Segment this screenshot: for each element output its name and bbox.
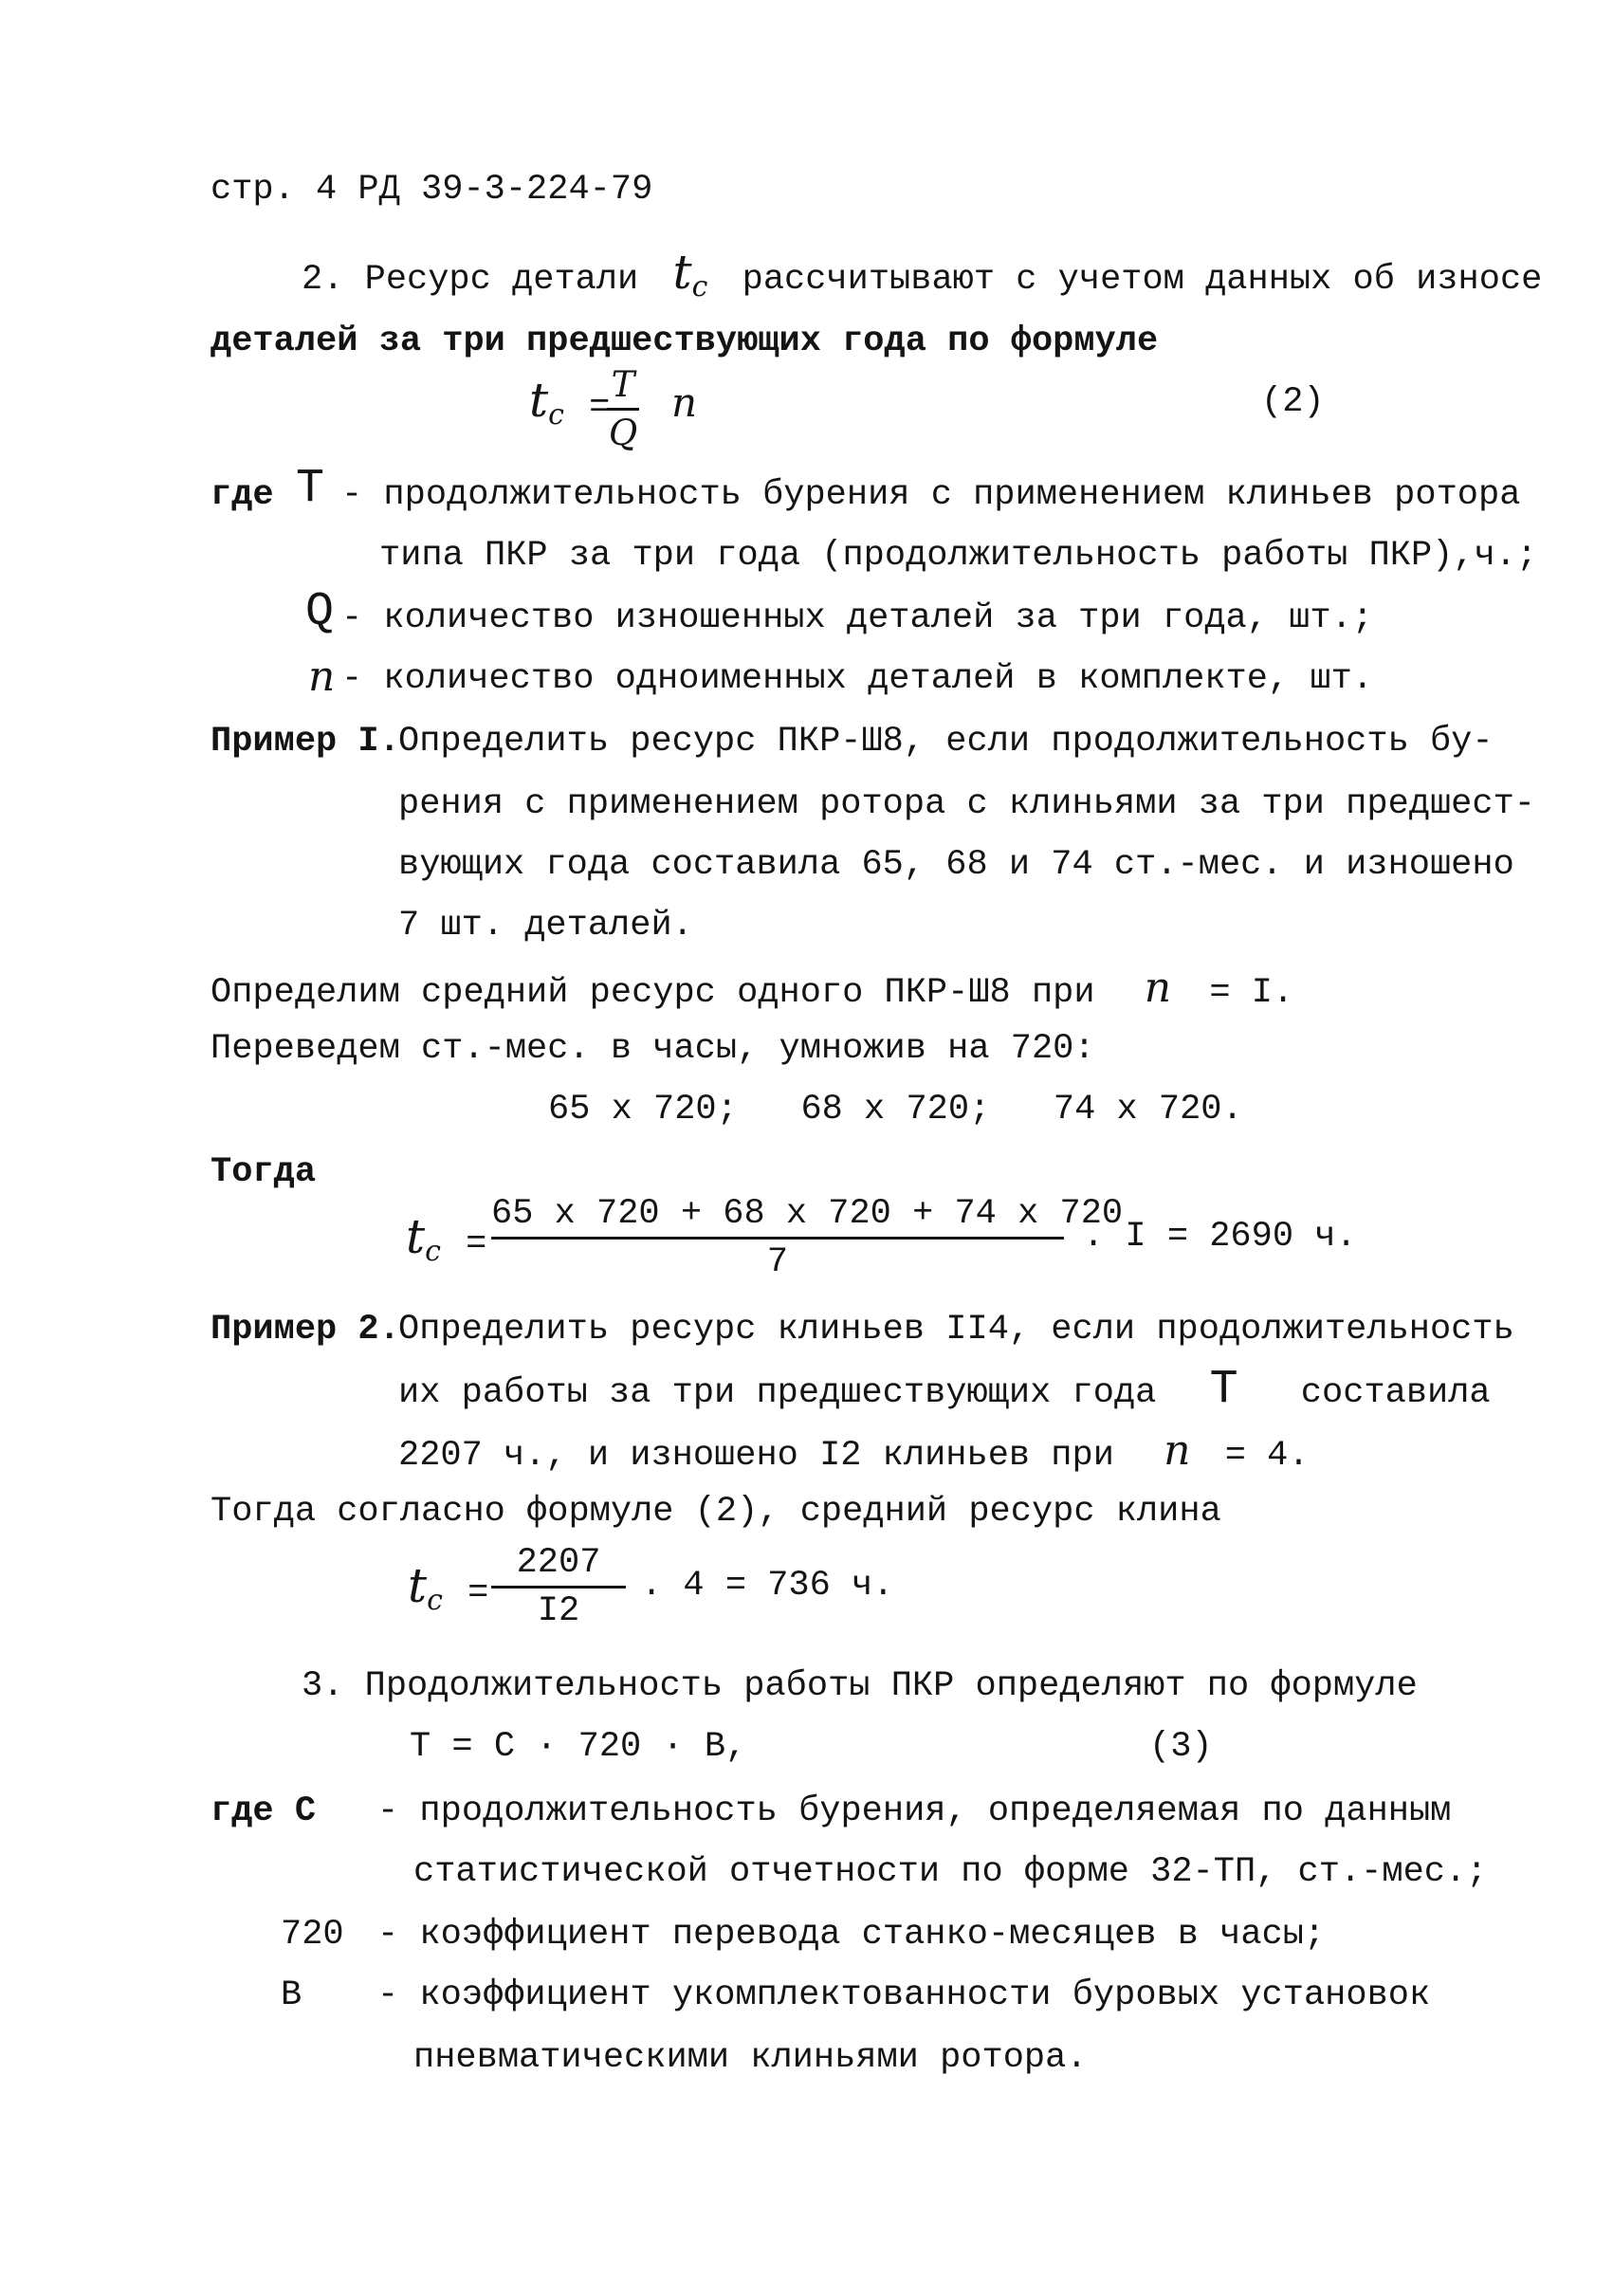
example2-line3-end: = 4. — [1224, 1436, 1310, 1476]
example2-line2-start: их работы за три предшествующих года — [398, 1373, 1157, 1413]
def-Q-desc: - количество изношенных деталей за три года, шт.; — [341, 598, 1373, 638]
symbol-t-subscript: c — [691, 270, 708, 303]
def-b-desc2: пневматическими клиньями ротора. — [413, 2038, 1088, 2078]
example2-fraction — [491, 1542, 626, 1632]
example1-line3: вующих года составила 65, 68 и 74 ст.-мес. и изношено — [398, 845, 1514, 885]
example1-result: . I = 2690 ч. — [1083, 1217, 1357, 1257]
example1-line6: Переведем ст.-мес. в часы, умножив на 720: — [211, 1029, 1095, 1069]
page-header: стр. 4 РД 39-3-224-79 — [211, 170, 653, 210]
def-T-desc2: типа ПКР за три года (продолжительность работы ПКР),ч.; — [379, 536, 1538, 576]
def-n-symbol: n — [308, 652, 336, 701]
example1-formula-t: t — [406, 1209, 426, 1264]
section3-line1: 3. Продолжительность работы ПКР определяют по формуле — [302, 1666, 1418, 1706]
example2-T-symbol: Т — [1209, 1363, 1238, 1417]
def-n-desc: - количество одноименных деталей в комплекте, шт. — [341, 659, 1373, 699]
def-Q-symbol: Q — [305, 585, 335, 639]
example2-line4: Тогда согласно формуле (2), средний ресурс клина — [211, 1492, 1221, 1532]
example1-line1: Определить ресурс ПКР-Ш8, если продолжительность бу- — [398, 722, 1494, 762]
def-T-symbol: Т — [296, 462, 325, 516]
example1-line2: рения с применением ротора с клиньями за три предшест- — [398, 784, 1535, 824]
example2-bar — [491, 1586, 626, 1589]
example2-numerator: 2207 — [516, 1543, 601, 1583]
example1-products: 65 х 720; 68 х 720; 74 х 720. — [548, 1090, 1243, 1130]
example1-fraction — [491, 1193, 1124, 1283]
example1-numerator: 65 х 720 + 68 х 720 + 74 х 720 — [491, 1194, 1124, 1234]
formula-2-number: (2) — [1261, 382, 1325, 422]
example2-line2 — [398, 1363, 1491, 1417]
example2-denominator: I2 — [537, 1591, 580, 1631]
formula-2-t: t — [529, 373, 549, 428]
example2-label: Пример 2. — [211, 1310, 400, 1350]
def-c-desc1: - продолжительность бурения, определяемая по данным — [377, 1791, 1452, 1831]
formula-2-bar — [607, 408, 639, 411]
def-c-desc2: статистической отчетности по форме 32-ТП, ст.-мес.; — [413, 1852, 1488, 1892]
example2-line3-start: 2207 ч., и изношено I2 клиньев при — [398, 1436, 1114, 1476]
where-label: где — [211, 475, 274, 515]
def-b-desc1: - коэффициент укомплектованности буровых установок — [377, 1975, 1431, 2015]
formula-3-number: (3) — [1149, 1727, 1213, 1767]
symbol-t: t — [672, 245, 692, 300]
formula-2-t-sub: c — [548, 398, 564, 432]
example1-line4: 7 шт. деталей. — [398, 906, 693, 946]
formula-3: Т = С · 720 · В, — [410, 1727, 747, 1767]
example1-bar — [491, 1237, 1064, 1240]
example2-line3 — [398, 1426, 1310, 1477]
section2-line1 — [302, 245, 1543, 303]
example1-line5 — [211, 964, 1294, 1014]
example1-label: Пример I. — [211, 722, 400, 762]
section2-line1-end: рассчитывают с учетом данных об износе — [742, 260, 1543, 300]
example2-formula-t-sub: c — [427, 1584, 443, 1617]
def-T-desc1: - продолжительность бурения с применением клиньев ротора — [341, 475, 1521, 515]
example1-formula-t-sub: c — [425, 1235, 441, 1268]
def-b-symbol: В — [281, 1975, 302, 2015]
example1-line5-end: = I. — [1209, 973, 1294, 1013]
example2-formula-lhs: $t_c$ = — [408, 1558, 489, 1617]
example2-result: . 4 = 736 ч. — [641, 1566, 894, 1606]
formula-2-lhs: $t_c$ = — [529, 373, 611, 432]
example2-line1: Определить ресурс клиньев II4, если продолжительность — [398, 1310, 1514, 1350]
section2-line2: деталей за три предшествующих года по формуле — [211, 321, 1159, 361]
formula-2-numerator: T — [611, 364, 635, 405]
formula-2-fraction — [607, 364, 639, 454]
example1-line5-start: Определим средний ресурс одного ПКР-Ш8 при — [211, 973, 1095, 1013]
where-c-label: где С — [211, 1791, 317, 1831]
example1-then: Тогда — [211, 1152, 317, 1192]
section2-line1-start: 2. Ресурс детали — [302, 260, 639, 300]
example2-line2-end: составила — [1300, 1373, 1491, 1413]
formula-2-denominator: Q — [608, 413, 638, 453]
def-720-symbol: 720 — [281, 1915, 344, 1955]
example1-n-symbol: n — [1144, 964, 1172, 1012]
def-720-desc: - коэффициент перевода станко-месяцев в часы; — [377, 1915, 1326, 1955]
example2-formula-t: t — [408, 1558, 428, 1613]
formula-2-n: n — [671, 379, 698, 426]
example1-denominator: 7 — [766, 1242, 789, 1282]
example1-formula-lhs: $t_c$ = — [406, 1209, 487, 1268]
example2-n-symbol: n — [1164, 1426, 1191, 1475]
